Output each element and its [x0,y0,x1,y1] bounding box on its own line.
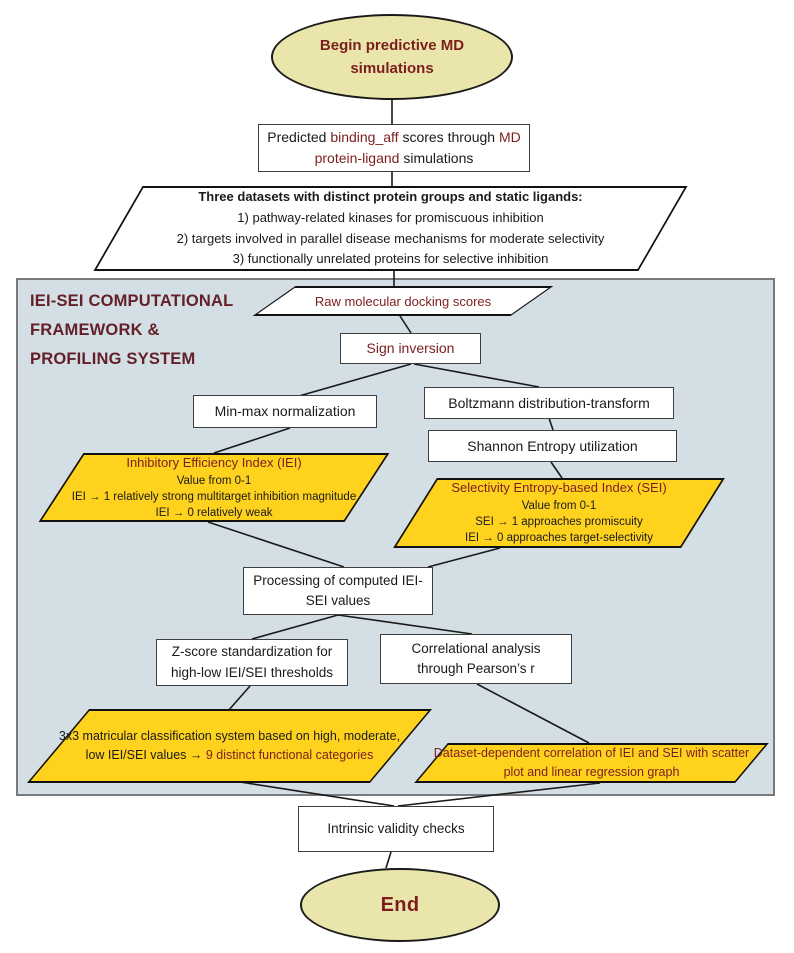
validity-checks-step [298,806,494,852]
framework-title-line: PROFILING SYSTEM [30,349,196,368]
processing-label: Processing of computed IEI-SEI values [253,572,423,608]
start-terminal-label: Begin predictive MD simulations [319,36,465,77]
sei-detail: Value from 0-1 [521,500,597,513]
zscore-standardization-label: Z-score standardization for high-low IEI/SEI thresholds [170,644,334,680]
matrix-classification-label: 3x3 matricular classification system based on high, moderate, low IEI/SEI values → 9 distinct functional categories [58,728,401,762]
predicted-scores-label: Predicted binding_aff scores through MD protein-ligand simulations [267,129,521,166]
end-terminal [300,868,500,942]
sei-detail: IEI → 0 approaches target-selectivity [465,532,653,545]
sign-inversion-label: Sign inversion [366,340,455,356]
three-datasets-title: Three datasets with distinct protein groups and static ligands: [198,188,583,204]
iei-title: Inhibitory Efficiency Index (IEI) [126,454,302,470]
min-max-normalization-step [193,395,377,428]
dataset-item: 3) functionally unrelated proteins for selective inhibition [232,251,549,267]
end-terminal-label: End [380,893,420,916]
correlation-analysis-label: Correlational analysis through Pearson’s r [411,640,541,676]
sign-inversion-step [340,333,481,364]
shannon-entropy-label: Shannon Entropy utilization [467,437,638,454]
sei-index-io [415,478,703,548]
matrix-classification-io [58,709,401,783]
zscore-standardization-step [156,639,348,686]
three-datasets-io [118,186,663,271]
predicted-scores-step [258,124,530,172]
sei-detail: SEI → 1 approaches promiscuity [475,516,643,529]
boltzmann-transform-step [424,387,674,419]
iei-detail: IEI → 1 relatively strong multitarget inhibition magnitude [71,490,357,503]
framework-title-line: IEI-SEI COMPUTATIONAL [30,292,234,310]
dataset-item: 2) targets involved in parallel disease mechanisms for moderate selectivity [176,230,605,246]
sei-title: Selectivity Entropy-based Index (SEI) [451,480,667,496]
scatter-correlation-io [431,743,752,783]
shannon-entropy-step [428,430,677,462]
start-terminal [271,14,513,100]
dataset-item: 1) pathway-related kinases for promiscuous inhibition [237,209,544,225]
framework-title [30,287,280,374]
iei-detail: Value from 0-1 [176,474,252,487]
framework-title-line: FRAMEWORK & [30,320,160,339]
scatter-correlation-label: Dataset-dependent correlation of IEI and SEI with scatter plot and linear regression graph [433,746,750,779]
iei-detail: IEI → 0 relatively weak [155,506,273,519]
boltzmann-transform-label: Boltzmann distribution-transform [448,394,650,411]
min-max-normalization-label: Min-max normalization [214,403,356,419]
correlation-analysis-step [380,634,572,684]
raw-docking-scores-label: Raw molecular docking scores [314,293,492,309]
raw-docking-scores-io [274,286,532,316]
iei-index-io [61,453,367,522]
processing-step [243,567,433,615]
validity-checks-label: Intrinsic validity checks [327,820,465,836]
